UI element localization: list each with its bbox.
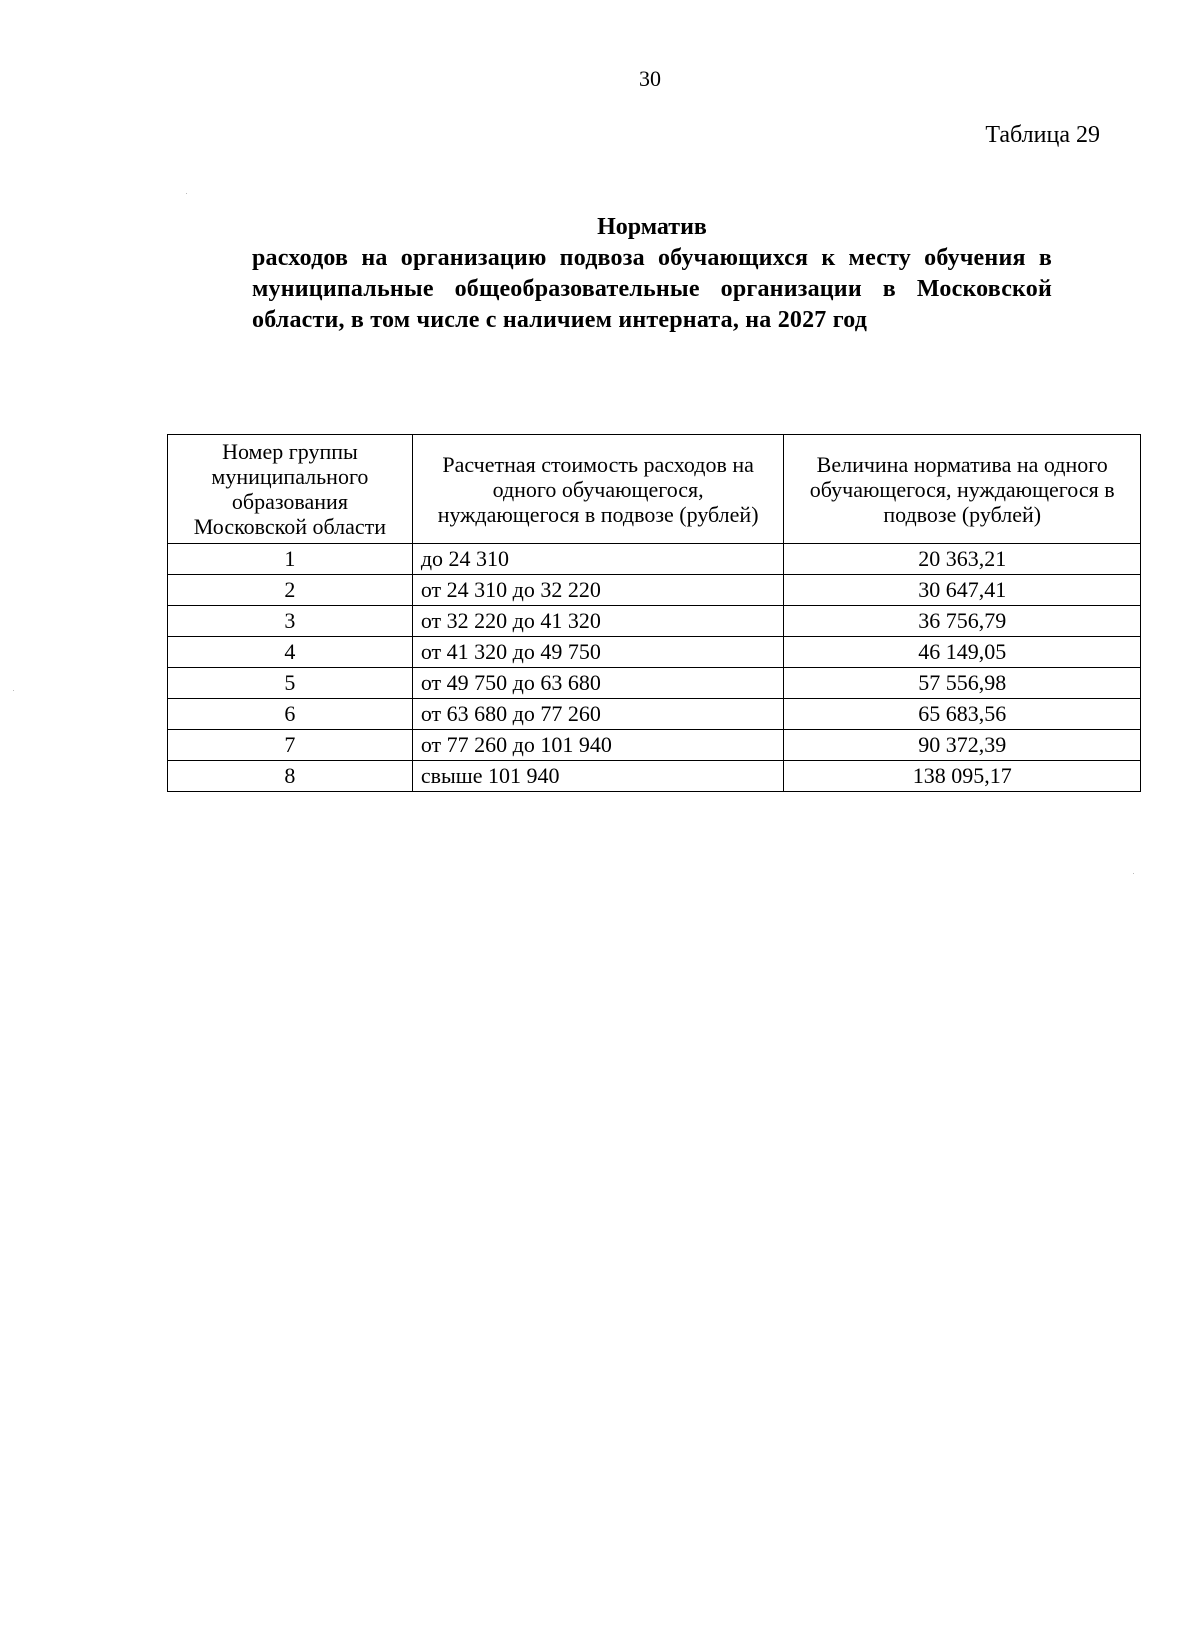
cell-group: 1 <box>168 544 413 575</box>
cell-range: от 32 220 до 41 320 <box>412 606 784 637</box>
cell-value: 20 363,21 <box>784 544 1141 575</box>
table-row <box>168 606 1141 637</box>
cell-range: от 41 320 до 49 750 <box>412 637 784 668</box>
table-row <box>168 575 1141 606</box>
cell-value: 30 647,41 <box>784 575 1141 606</box>
cell-group: 4 <box>168 637 413 668</box>
scan-speck <box>13 690 14 691</box>
cell-range: от 49 750 до 63 680 <box>412 668 784 699</box>
cell-range: свыше 101 940 <box>412 761 784 792</box>
cell-value: 46 149,05 <box>784 637 1141 668</box>
cell-group: 7 <box>168 730 413 761</box>
cell-value: 138 095,17 <box>784 761 1141 792</box>
table-header-row <box>168 435 1141 544</box>
cell-group: 3 <box>168 606 413 637</box>
cell-group: 8 <box>168 761 413 792</box>
title-body: расходов на организацию подвоза обучающихся к месту обучения в муниципальные общеобразовательные организации в Московской области, в том числе с наличием интерната, на 2027 год <box>252 245 1052 333</box>
cell-range: от 24 310 до 32 220 <box>412 575 784 606</box>
cell-value: 57 556,98 <box>784 668 1141 699</box>
table-row <box>168 637 1141 668</box>
cell-value: 90 372,39 <box>784 730 1141 761</box>
table-row <box>168 544 1141 575</box>
table-row <box>168 730 1141 761</box>
cell-group: 2 <box>168 575 413 606</box>
cell-range: от 63 680 до 77 260 <box>412 699 784 730</box>
page-number: 30 <box>639 66 661 91</box>
table-row <box>168 699 1141 730</box>
cell-range: от 77 260 до 101 940 <box>412 730 784 761</box>
header-estimated-cost: Расчетная стоимость расходов на одного обучающегося, нуждающегося в подвозе (рублей) <box>412 435 784 544</box>
cell-group: 6 <box>168 699 413 730</box>
norm-table <box>167 434 1141 792</box>
document-title <box>252 212 1052 336</box>
cell-value: 65 683,56 <box>784 699 1141 730</box>
header-group-number: Номер группы муниципального образования Московской области <box>168 435 413 544</box>
table-row <box>168 761 1141 792</box>
scan-speck <box>186 193 187 194</box>
header-norm-value: Величина норматива на одного обучающегося, нуждающегося в подвозе (рублей) <box>784 435 1141 544</box>
cell-range: до 24 310 <box>412 544 784 575</box>
table-label: Таблица 29 <box>985 122 1100 148</box>
cell-value: 36 756,79 <box>784 606 1141 637</box>
title-heading: Норматив <box>597 214 707 240</box>
scan-speck <box>1133 873 1134 874</box>
table-row <box>168 668 1141 699</box>
cell-group: 5 <box>168 668 413 699</box>
